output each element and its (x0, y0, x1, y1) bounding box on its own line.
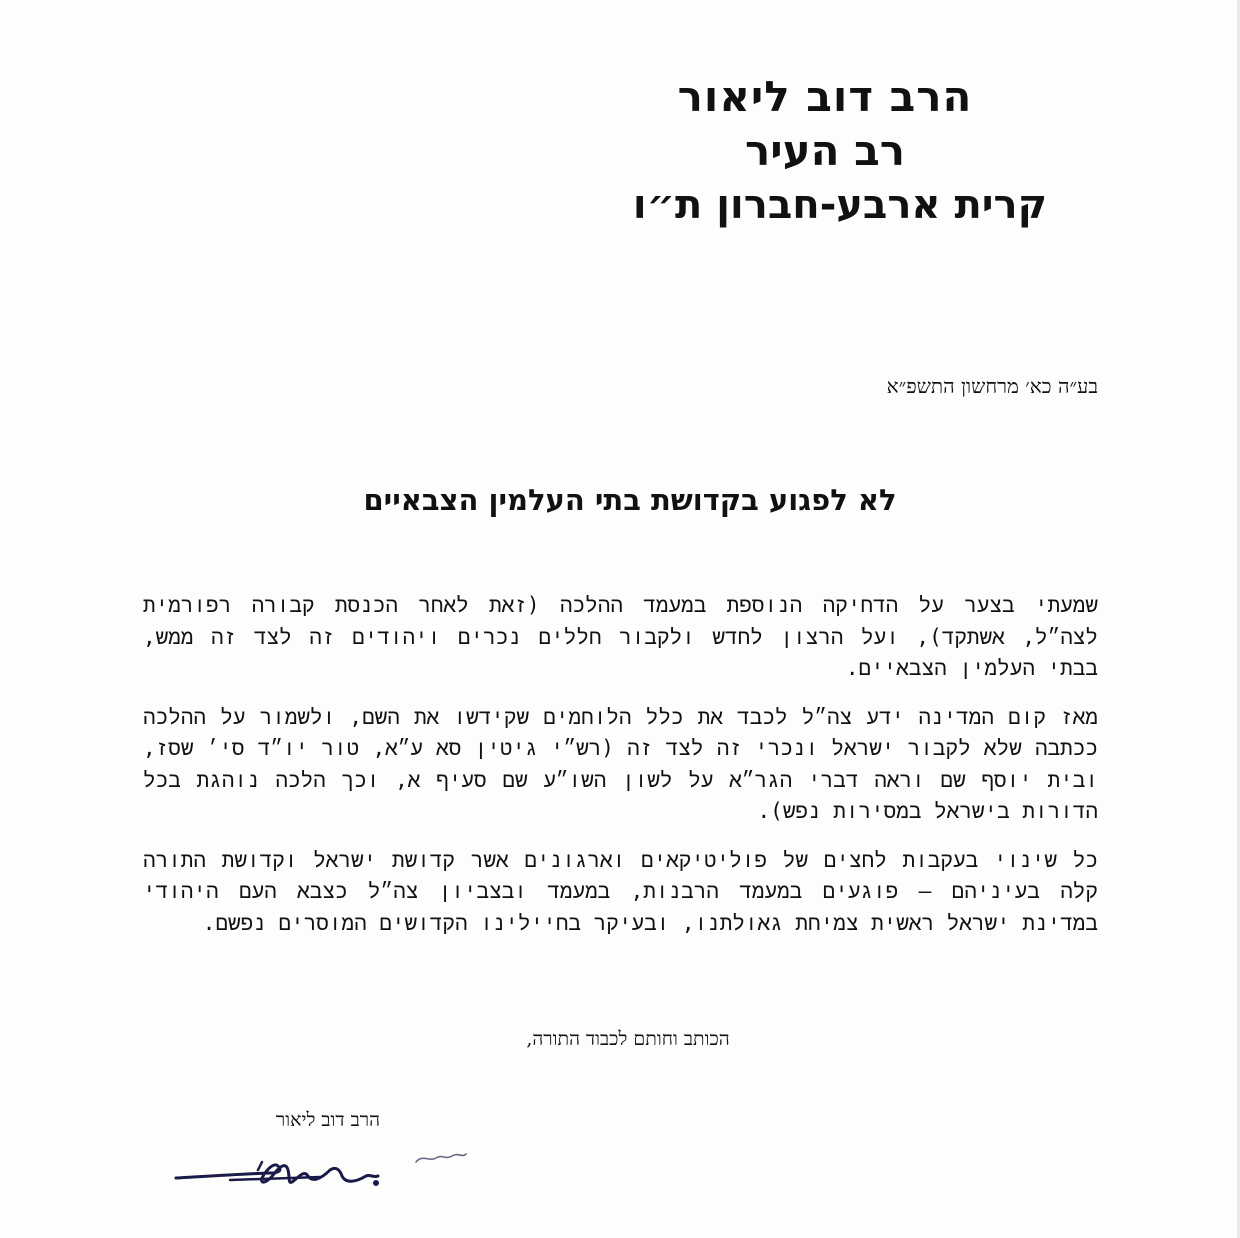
body-paragraph: שמעתי בצער על הדחיקה הנוספת במעמד ההלכה (זאת לאחר הכנסת קבורה רפורמית לצה״ל, אשתקד), ועל הרצון לחדש ולקבור חללים נכרים ויהודים זה לצד זה ממש, בבתי העלמין הצבאיים. (143, 593, 1098, 680)
letter-date: בע״ה כא׳ מרחשון התשפ״א (886, 374, 1098, 398)
letter-body (143, 590, 1098, 956)
letterhead-name: הרב דוב ליאור (677, 72, 973, 121)
body-paragraph: כל שינוי בעקבות לחצים של פוליטיקאים וארגונים אשר קדושת ישראל וקדושת התורה קלה בעיניהם – פוגעים במעמד הרבנות, במעמד ובצביון צה״ל כצבא העם היהודי במדינת ישראל ראשית צמיחת גאולתנו, ובעיקר בחיילינו הקדושים המוסרים נפשם. (143, 847, 1098, 935)
letterhead (580, 70, 1100, 232)
letterhead-city: קרית ארבע-חברון ת״ו (632, 182, 1048, 228)
body-paragraph: מאז קום המדינה ידע צה״ל לכבד את כלל הלוחמים שקידשו את השם, ולשמור על ההלכה ככתבה שלא לקבור ישראל ונכרי זה לצד זה (רש״י גיטין סא ע״א, טור יו״ד סי׳ שסז, ובית יוסף שם וראה דברי הגר״א על לשון השו״ע שם סעיף א, וכך הלכה נוהגת בכל הדורות בישראל במסירות נפש). (143, 704, 1098, 823)
closing-line: הכותב וחותם לכבוד התורה, (526, 1028, 730, 1050)
signatory-name: הרב דוב ליאור (275, 1109, 380, 1131)
handwritten-signature (170, 1140, 490, 1200)
letterhead-role: רב העיר (744, 126, 905, 175)
letter-title: לא לפגוע בקדושת בתי העלמין הצבאיים (363, 483, 897, 517)
